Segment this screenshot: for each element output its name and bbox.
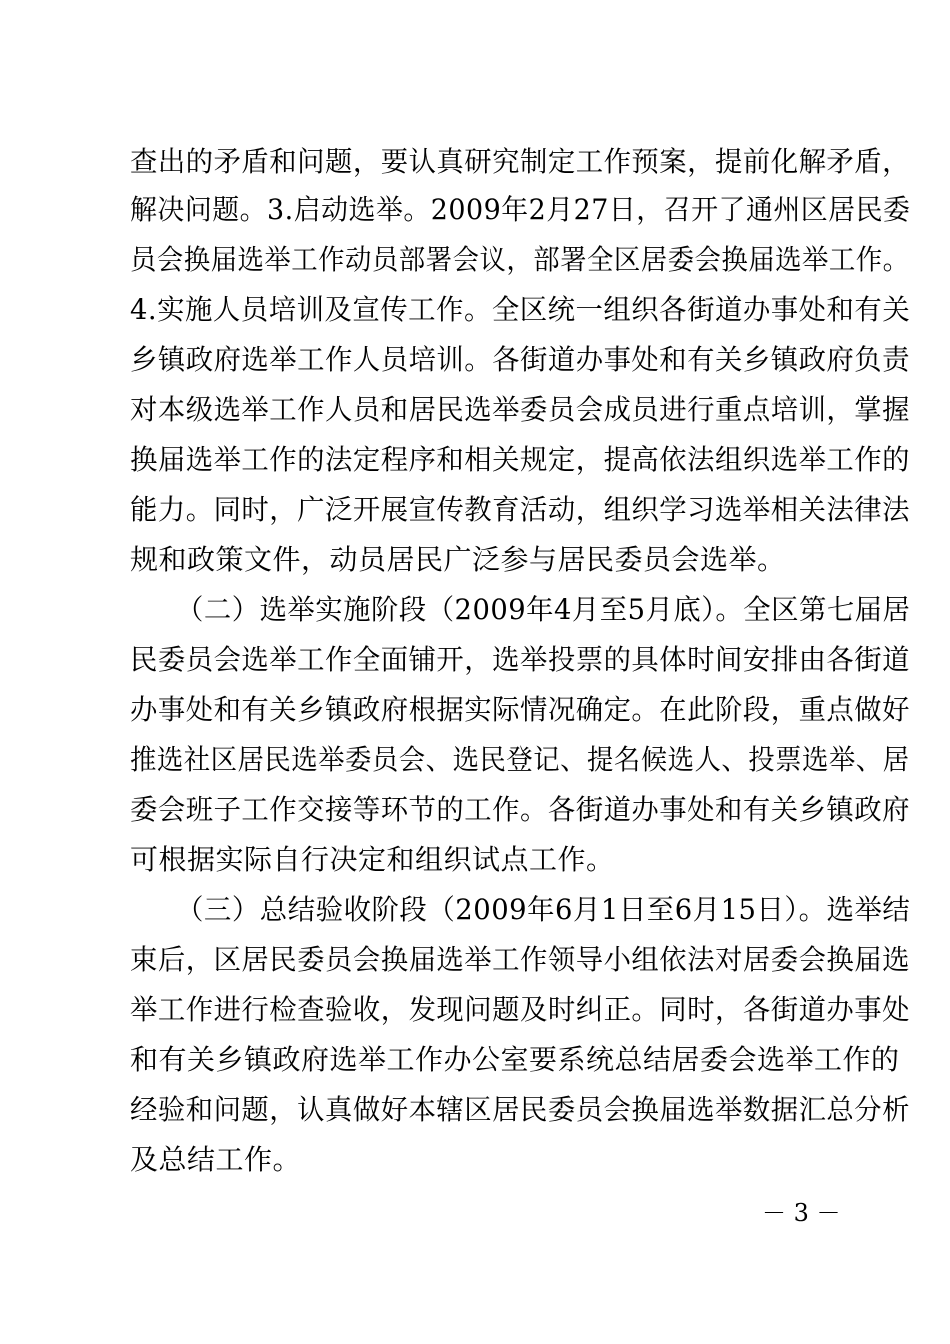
text-line: 及总结工作。 xyxy=(130,1143,302,1176)
text-line: 民委员会选举工作全面铺开，选举投票的具体时间安排由各街道 xyxy=(130,643,911,676)
text-line: 委会班子工作交接等环节的工作。各街道办事处和有关乡镇政府 xyxy=(130,793,911,826)
text-line: 查出的矛盾和问题，要认真研究制定工作预案，提前化解矛盾， xyxy=(130,145,911,178)
text-line: 经验和问题，认真做好本辖区居民委员会换届选举数据汇总分析 xyxy=(130,1093,911,1126)
text-line: 举工作进行检查验收，发现问题及时纠正。同时，各街道办事处 xyxy=(130,993,911,1026)
text-line: 对本级选举工作人员和居民选举委员会成员进行重点培训，掌握 xyxy=(130,393,911,426)
text-line: 员会换届选举工作动员部署会议，部署全区居委会换届选举工作。 xyxy=(130,243,910,276)
section-heading-line: （二）选举实施阶段（2009年4月至5月底）。全区第七届居 xyxy=(176,593,911,626)
text-line: 推选社区居民选举委员会、选民登记、提名候选人、投票选举、居 xyxy=(130,743,910,776)
text-line: 乡镇政府选举工作人员培训。各街道办事处和有关乡镇政府负责 xyxy=(130,343,911,376)
text-line: 办事处和有关乡镇政府根据实际情况确定。在此阶段，重点做好 xyxy=(130,693,911,726)
text-line: 4.实施人员培训及宣传工作。全区统一组织各街道办事处和有关 xyxy=(130,293,911,326)
text-line: 规和政策文件，动员居民广泛参与居民委员会选举。 xyxy=(130,543,786,576)
text-line: 解决问题。3.启动选举。2009年2月27日，召开了通州区居民委 xyxy=(130,193,911,226)
text-line: 和有关乡镇政府选举工作办公室要系统总结居委会选举工作的 xyxy=(130,1043,900,1076)
text-line: 束后，区居民委员会换届选举工作领导小组依法对居委会换届选 xyxy=(130,943,911,976)
text-line: 可根据实际自行决定和组织试点工作。 xyxy=(130,843,615,876)
page-number: － 3 － xyxy=(762,1199,841,1227)
section-heading-line: （三）总结验收阶段（2009年6月1日至6月15日）。选举结 xyxy=(176,893,911,926)
text-line: 能力。同时，广泛开展宣传教育活动，组织学习选举相关法律法 xyxy=(130,493,911,526)
text-line: 换届选举工作的法定程序和相关规定，提高依法组织选举工作的 xyxy=(130,443,911,476)
